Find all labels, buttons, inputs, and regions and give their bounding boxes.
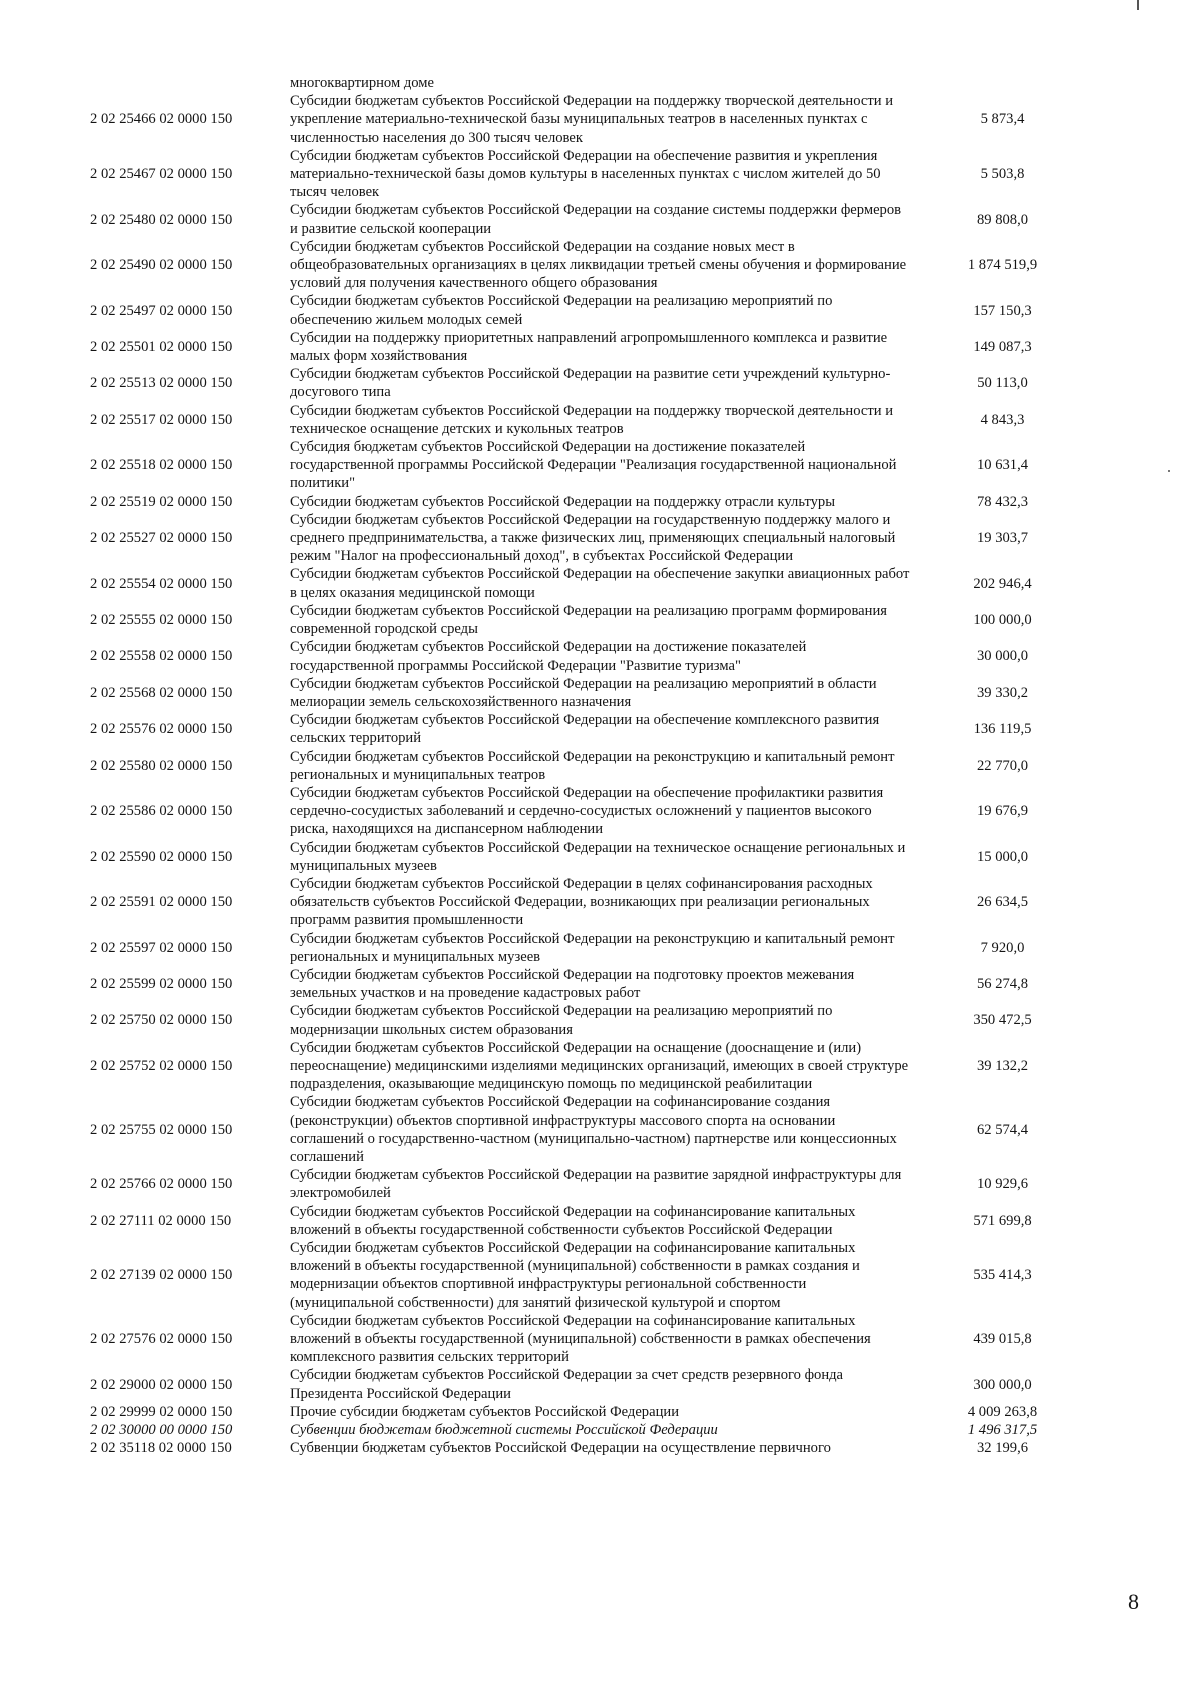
- row-amount: 56 274,8: [976, 976, 1029, 993]
- row-description: Субсидии бюджетам субъектов Российской Федерации на реализацию мероприятий по модернизации школьных систем образования: [290, 1003, 833, 1038]
- row-amount: 149 087,3: [973, 338, 1032, 355]
- row-amount: 136 119,5: [973, 721, 1032, 738]
- row-description: Субсидии бюджетам субъектов Российской Федерации на государственную поддержку малого и среднего предпринимательства, а также физических лиц, применяющих специальный налоговый режим "Налог на профессиональный доход", в субъектах Российской Федерации: [290, 511, 896, 565]
- row-amount: 89 808,0: [976, 211, 1029, 228]
- table-row: [90, 675, 1095, 711]
- table-row: [90, 329, 1095, 365]
- row-code: 2 02 29999 02 0000 150: [90, 1403, 233, 1420]
- row-code: 2 02 30000 00 0000 150: [90, 1422, 233, 1439]
- row-description: Субсидии бюджетам субъектов Российской Федерации в целях софинансирования расходных обязательств субъектов Российской Федерации, возникающих при реализации региональных программ развития промышленности: [290, 875, 873, 929]
- row-description: Субсидии бюджетам субъектов Российской Федерации на техническое оснащение региональных и муниципальных музеев: [290, 839, 906, 874]
- table-row: [90, 201, 1095, 237]
- row-description: Субсидии бюджетам субъектов Российской Федерации на реконструкцию и капитальный ремонт региональных и муниципальных театров: [290, 748, 895, 783]
- table-row: [90, 1002, 1095, 1038]
- row-code: 2 02 25517 02 0000 150: [90, 411, 233, 428]
- row-description: Субсидии бюджетам субъектов Российской Федерации за счет средств резервного фонда Президента Российской Федерации: [290, 1367, 844, 1402]
- table-row: [90, 565, 1095, 601]
- row-description: Субсидии бюджетам субъектов Российской Федерации на создание системы поддержки фермеров и развитие сельской кооперации: [290, 202, 902, 237]
- row-amount: 100 000,0: [973, 611, 1032, 628]
- row-amount: 5 873,4: [980, 111, 1025, 128]
- row-code: 2 02 25597 02 0000 150: [90, 939, 233, 956]
- row-code: 2 02 25480 02 0000 150: [90, 211, 233, 228]
- table-row: [90, 511, 1095, 566]
- table-row: [90, 1439, 1095, 1457]
- row-description: Субсидии бюджетам субъектов Российской Федерации на поддержку отрасли культуры: [290, 493, 836, 510]
- row-code: 2 02 25599 02 0000 150: [90, 976, 233, 993]
- row-description: Субсидии бюджетам субъектов Российской Федерации на развитие зарядной инфраструктуры для электромобилей: [290, 1167, 902, 1202]
- row-description: Субсидии бюджетам субъектов Российской Федерации на поддержку творческой деятельности и укрепление материально-технической базы муниципальных театров в населенных пунктах с численностью населения до 300 тысяч человек: [290, 93, 894, 146]
- row-amount: 22 770,0: [976, 757, 1029, 774]
- table-row: [90, 602, 1095, 638]
- row-amount: 535 414,3: [973, 1267, 1032, 1284]
- row-amount: 5 503,8: [980, 166, 1025, 183]
- row-amount: 39 132,2: [976, 1057, 1029, 1074]
- row-amount: 19 303,7: [976, 530, 1029, 547]
- row-amount: 26 634,5: [976, 894, 1029, 911]
- row-description: Субсидии бюджетам субъектов Российской Федерации на софинансирование капитальных вложений в объекты государственной собственности субъектов Российской Федерации: [290, 1203, 856, 1238]
- row-code: 2 02 25576 02 0000 150: [90, 721, 233, 738]
- table-row: [90, 292, 1095, 328]
- scan-speck: [1168, 470, 1170, 472]
- row-amount: 32 199,6: [976, 1440, 1029, 1457]
- table-row: [90, 1093, 1095, 1166]
- row-description: Субсидии бюджетам субъектов Российской Федерации на реализацию мероприятий по обеспечению жильем молодых семей: [290, 293, 833, 328]
- row-amount: 62 574,4: [976, 1121, 1029, 1138]
- row-description: Прочие субсидии бюджетам субъектов Российской Федерации: [290, 1403, 680, 1420]
- row-code: 2 02 27576 02 0000 150: [90, 1331, 233, 1348]
- row-amount: 350 472,5: [973, 1012, 1032, 1029]
- row-code: 2 02 25490 02 0000 150: [90, 257, 233, 274]
- row-code: 2 02 25586 02 0000 150: [90, 803, 233, 820]
- row-code: 2 02 27139 02 0000 150: [90, 1267, 233, 1284]
- row-description: Субсидии бюджетам субъектов Российской Федерации на развитие сети учреждений культурно-досугового типа: [290, 366, 891, 401]
- row-description: Субвенции бюджетам субъектов Российской Федерации на осуществление первичного: [290, 1440, 831, 1457]
- row-description: Субсидии бюджетам субъектов Российской Федерации на софинансирование капитальных вложений в объекты государственной (муниципальной) собственности в рамках создания и модернизации объектов спортивной инфраструктуры региональной собственности (муниципальной собственности) для занятий физической культурой и спортом: [290, 1240, 860, 1311]
- table-row: [90, 1366, 1095, 1402]
- page-number: 8: [1128, 1589, 1139, 1614]
- row-code: 2 02 25497 02 0000 150: [90, 302, 233, 319]
- table-row: [90, 966, 1095, 1002]
- row-code: 2 02 27111 02 0000 150: [90, 1212, 232, 1229]
- row-description: Субсидии бюджетам субъектов Российской Федерации на обеспечение комплексного развития сельских территорий: [290, 712, 880, 747]
- table-row: [90, 438, 1095, 493]
- row-description: Субсидии бюджетам субъектов Российской Федерации на софинансирование создания (реконструкции) объектов спортивной инфраструктуры массового спорта на основании соглашений о государственно-частном (муниципально-частном) партнерстве или концессионных соглашений: [290, 1094, 897, 1165]
- row-amount: 7 920,0: [980, 939, 1025, 956]
- table-row: [90, 365, 1095, 401]
- scan-margin-mark: [1137, 0, 1139, 10]
- row-description: Субсидии бюджетам субъектов Российской Федерации на реализацию программ формирования современной городской среды: [290, 602, 887, 638]
- row-amount: 1 874 519,9: [967, 257, 1038, 274]
- budget-revenue-table: [90, 74, 1095, 1457]
- row-description: Субсидии на поддержку приоритетных направлений агропромышленного комплекса и развитие малых форм хозяйствования: [290, 329, 888, 365]
- row-amount: 30 000,0: [976, 648, 1029, 665]
- row-description: Субсидия бюджетам субъектов Российской Федерации на достижение показателей государственной программы Российской Федерации "Реализация государственной национальной политики": [290, 439, 897, 492]
- row-amount: 1 496 317,5: [967, 1422, 1038, 1439]
- row-code: 2 02 25467 02 0000 150: [90, 166, 233, 183]
- row-code: 2 02 25766 02 0000 150: [90, 1176, 233, 1193]
- row-code: 2 02 25558 02 0000 150: [90, 648, 233, 665]
- row-code: 2 02 25518 02 0000 150: [90, 457, 233, 474]
- row-amount: 439 015,8: [973, 1331, 1032, 1348]
- row-code: 2 02 25554 02 0000 150: [90, 575, 233, 592]
- row-description: Субсидии бюджетам субъектов Российской Федерации на оснащение (дооснащение и (или) переоснащение) медицинскими изделиями медицинских организаций, имеющих в своей структуре подразделения, оказывающие медицинскую помощь по медицинской реабилитации: [290, 1039, 909, 1093]
- row-amount: 4 009 263,8: [967, 1403, 1038, 1420]
- row-code: 2 02 25555 02 0000 150: [90, 611, 233, 628]
- table-row: [90, 1421, 1095, 1439]
- row-amount: 39 330,2: [976, 684, 1029, 701]
- row-amount: 50 113,0: [977, 375, 1028, 392]
- table-row: [90, 875, 1095, 930]
- row-description: Субсидии бюджетам субъектов Российской Федерации на реализацию мероприятий в области мелиорации земель сельскохозяйственного назначения: [290, 675, 877, 710]
- row-description: Субсидии бюджетам субъектов Российской Федерации на обеспечение закупки авиационных работ в целях оказания медицинской помощи: [290, 566, 910, 601]
- row-code: 2 02 35118 02 0000 150: [90, 1440, 232, 1457]
- row-description: Субсидии бюджетам субъектов Российской Федерации на обеспечение профилактики развития сердечно-сосудистых заболеваний и сердечно-сосудистых осложнений у пациентов высокого риска, находящихся на диспансерном наблюдении: [290, 784, 884, 838]
- table-row: [90, 748, 1095, 784]
- table-row: [90, 238, 1095, 293]
- table-row: [90, 1239, 1095, 1312]
- row-amount: 19 676,9: [976, 803, 1029, 820]
- table-row: [90, 784, 1095, 839]
- table-row: [90, 638, 1095, 674]
- table-row: [90, 402, 1095, 438]
- row-amount: 300 000,0: [973, 1376, 1032, 1393]
- row-description: Субсидии бюджетам субъектов Российской Федерации на обеспечение развития и укрепления материально-технической базы домов культуры в населенных пунктах с числом жителей до 50 тысяч человек: [290, 147, 881, 201]
- row-code: 2 02 29000 02 0000 150: [90, 1376, 233, 1393]
- row-code: 2 02 25580 02 0000 150: [90, 757, 233, 774]
- row-description: Субсидии бюджетам субъектов Российской Федерации на подготовку проектов межевания земельных участков и на проведение кадастровых работ: [290, 966, 855, 1002]
- row-description: Субсидии бюджетам субъектов Российской Федерации на реконструкцию и капитальный ремонт региональных и муниципальных музеев: [290, 930, 895, 965]
- table-row: [90, 1203, 1095, 1239]
- row-code: 2 02 25527 02 0000 150: [90, 530, 233, 547]
- row-description: Субсидии бюджетам субъектов Российской Федерации на создание новых мест в общеобразовательных организациях в целях ликвидации третьей смены обучения и формирование условий для получения качественного общего образования: [290, 238, 907, 292]
- row-description: Субвенции бюджетам бюджетной системы Российской Федерации: [290, 1422, 718, 1439]
- row-amount: 571 699,8: [973, 1212, 1032, 1229]
- row-description: Субсидии бюджетам субъектов Российской Федерации на поддержку творческой деятельности и техническое оснащение детских и кукольных театров: [290, 402, 894, 437]
- row-code: 2 02 25501 02 0000 150: [90, 338, 233, 355]
- table-row: [90, 92, 1095, 147]
- row-amount: 202 946,4: [973, 575, 1032, 592]
- row-description: Субсидии бюджетам субъектов Российской Федерации на достижение показателей государственной программы Российской Федерации "Развитие туризма": [290, 639, 807, 674]
- table-row: [90, 1312, 1095, 1367]
- row-amount: 78 432,3: [976, 493, 1029, 510]
- table-row: [90, 711, 1095, 747]
- row-code: 2 02 25568 02 0000 150: [90, 684, 233, 701]
- continuation-row: [90, 74, 1095, 92]
- row-code: 2 02 25750 02 0000 150: [90, 1012, 233, 1029]
- table-row: [90, 493, 1095, 511]
- row-amount: 157 150,3: [973, 302, 1032, 319]
- row-amount: 15 000,0: [976, 848, 1029, 865]
- table-row: [90, 147, 1095, 202]
- continuation-text: многоквартирном доме: [290, 75, 434, 91]
- table-row: [90, 1166, 1095, 1202]
- row-amount: 10 929,6: [976, 1176, 1029, 1193]
- table-row: [90, 930, 1095, 966]
- row-code: 2 02 25590 02 0000 150: [90, 848, 233, 865]
- row-amount: 4 843,3: [980, 411, 1025, 428]
- table-row: [90, 839, 1095, 875]
- table-row: [90, 1039, 1095, 1094]
- row-code: 2 02 25466 02 0000 150: [90, 111, 233, 128]
- row-code: 2 02 25513 02 0000 150: [90, 375, 233, 392]
- row-code: 2 02 25755 02 0000 150: [90, 1121, 233, 1138]
- table-row: [90, 1403, 1095, 1421]
- row-description: Субсидии бюджетам субъектов Российской Федерации на софинансирование капитальных вложений в объекты государственной (муниципальной) собственности в рамках обеспечения комплексного развития сельских территорий: [290, 1312, 871, 1366]
- row-code: 2 02 25591 02 0000 150: [90, 894, 233, 911]
- row-amount: 10 631,4: [976, 457, 1029, 474]
- row-code: 2 02 25519 02 0000 150: [90, 493, 233, 510]
- row-code: 2 02 25752 02 0000 150: [90, 1057, 233, 1074]
